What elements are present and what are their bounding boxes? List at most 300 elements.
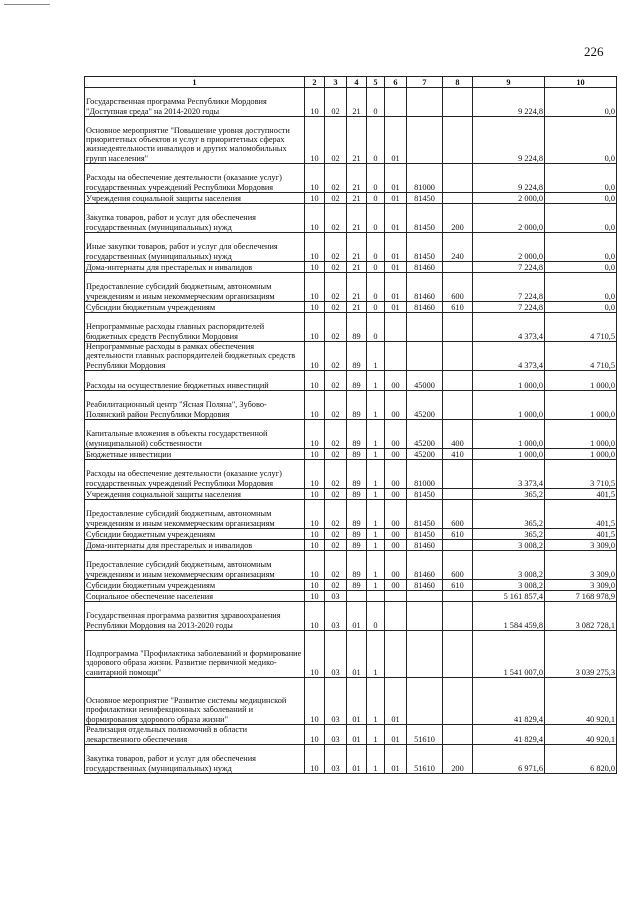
cell-code-cs-2: 1: [367, 725, 385, 745]
cell-amount-year-2: 0,0: [545, 262, 617, 273]
cell-code-vr: 200: [443, 745, 473, 774]
cell-description: Расходы на осуществление бюджетных инвестиций: [85, 371, 305, 391]
cell-code-pr: 02: [325, 460, 347, 489]
cell-code-cs-1: 21: [347, 88, 367, 117]
cell-code-pr: 02: [325, 193, 347, 204]
cell-code-pr: 03: [325, 631, 347, 678]
cell-amount-year-1: 4 373,4: [473, 313, 545, 342]
cell-description: Дома-интернаты для престарелых и инвалидов: [85, 262, 305, 273]
cell-code-vr: [443, 631, 473, 678]
cell-description: Учреждения социальной защиты населения: [85, 489, 305, 500]
table-row: [85, 371, 617, 391]
cell-amount-year-2: 3 309,0: [545, 551, 617, 580]
cell-code-cs-2: 1: [367, 460, 385, 489]
cell-code-cs-4: 81000: [407, 460, 443, 489]
cell-code-rz: 10: [305, 420, 325, 449]
cell-amount-year-1: 3 373,4: [473, 460, 545, 489]
cell-code-vr: 240: [443, 233, 473, 262]
cell-code-cs-4: 81460: [407, 551, 443, 580]
cell-amount-year-1: 3 008,2: [473, 540, 545, 551]
cell-code-pr: 03: [325, 602, 347, 631]
cell-code-vr: 610: [443, 529, 473, 540]
cell-code-rz: 10: [305, 164, 325, 193]
table-row: [85, 420, 617, 449]
cell-description: Непрограммные расходы главных распорядителей бюджетных средств Республики Мордовия: [85, 313, 305, 342]
cell-amount-year-1: 7 224,8: [473, 262, 545, 273]
cell-code-vr: 410: [443, 449, 473, 460]
cell-amount-year-1: 365,2: [473, 529, 545, 540]
cell-amount-year-2: 40 920,1: [545, 725, 617, 745]
column-header-5: 5: [367, 77, 385, 88]
cell-amount-year-2: 3 309,0: [545, 540, 617, 551]
cell-code-cs-3: 00: [385, 551, 407, 580]
cell-code-cs-2: 1: [367, 551, 385, 580]
cell-code-pr: 02: [325, 489, 347, 500]
cell-code-cs-4: 81460: [407, 540, 443, 551]
cell-code-cs-4: 81460: [407, 273, 443, 302]
cell-amount-year-1: 41 829,4: [473, 725, 545, 745]
cell-code-pr: 02: [325, 500, 347, 529]
cell-amount-year-1: 3 008,2: [473, 551, 545, 580]
table-row: [85, 678, 617, 725]
cell-code-rz: 10: [305, 391, 325, 420]
cell-amount-year-2: 0,0: [545, 193, 617, 204]
cell-description: Учреждения социальной защиты населения: [85, 193, 305, 204]
cell-code-cs-4: 81460: [407, 262, 443, 273]
cell-code-vr: [443, 725, 473, 745]
cell-amount-year-2: 0,0: [545, 204, 617, 233]
cell-code-vr: [443, 193, 473, 204]
cell-amount-year-2: 4 710,5: [545, 342, 617, 371]
cell-code-pr: 02: [325, 164, 347, 193]
cell-code-rz: 10: [305, 233, 325, 262]
cell-code-vr: [443, 391, 473, 420]
cell-amount-year-2: 3 309,0: [545, 580, 617, 591]
cell-description: Бюджетные инвестиции: [85, 449, 305, 460]
cell-code-rz: 10: [305, 725, 325, 745]
column-header-8: 8: [443, 77, 473, 88]
cell-code-cs-1: 89: [347, 540, 367, 551]
cell-amount-year-1: 9 224,8: [473, 117, 545, 164]
cell-code-cs-4: [407, 631, 443, 678]
cell-code-cs-3: 01: [385, 262, 407, 273]
cell-code-rz: 10: [305, 551, 325, 580]
column-header-3: 3: [325, 77, 347, 88]
cell-code-vr: [443, 540, 473, 551]
cell-code-cs-3: 01: [385, 164, 407, 193]
cell-code-rz: 10: [305, 460, 325, 489]
cell-description: Капитальные вложения в объекты государственной (муниципальной) собственности: [85, 420, 305, 449]
cell-description: Реабилитационный центр "Ясная Поляна", Зубово-Полянский район Республики Мордовия: [85, 391, 305, 420]
cell-code-cs-1: 89: [347, 371, 367, 391]
cell-code-cs-2: 1: [367, 489, 385, 500]
cell-code-rz: 10: [305, 262, 325, 273]
cell-code-cs-1: 89: [347, 551, 367, 580]
cell-code-rz: 10: [305, 489, 325, 500]
cell-code-cs-2: 1: [367, 540, 385, 551]
cell-code-pr: 03: [325, 678, 347, 725]
cell-description: Субсидии бюджетным учреждениям: [85, 580, 305, 591]
table-row: [85, 233, 617, 262]
table-row: [85, 725, 617, 745]
page-number: 226: [584, 44, 604, 59]
cell-code-cs-4: [407, 342, 443, 371]
cell-description: Субсидии бюджетным учреждениям: [85, 529, 305, 540]
cell-amount-year-1: 7 224,8: [473, 302, 545, 313]
cell-amount-year-2: 0,0: [545, 164, 617, 193]
cell-code-pr: 02: [325, 302, 347, 313]
cell-code-cs-4: 45200: [407, 391, 443, 420]
table-row: [85, 164, 617, 193]
cell-code-vr: [443, 371, 473, 391]
cell-amount-year-2: 401,5: [545, 489, 617, 500]
cell-code-cs-3: [385, 342, 407, 371]
cell-code-cs-2: 1: [367, 420, 385, 449]
cell-code-vr: 200: [443, 204, 473, 233]
cell-amount-year-2: 3 082 728,1: [545, 602, 617, 631]
cell-description: Закупка товаров, работ и услуг для обеспечения государственных (муниципальных) нужд: [85, 204, 305, 233]
cell-code-vr: [443, 313, 473, 342]
cell-amount-year-1: 41 829,4: [473, 678, 545, 725]
cell-description: Предоставление субсидий бюджетным, автономным учреждениям и иным некоммерческим организациям: [85, 500, 305, 529]
cell-code-cs-2: 1: [367, 371, 385, 391]
cell-amount-year-2: 0,0: [545, 117, 617, 164]
cell-code-cs-4: 81000: [407, 164, 443, 193]
cell-amount-year-1: 1 584 459,8: [473, 602, 545, 631]
cell-code-cs-1: 89: [347, 500, 367, 529]
cell-description: Подпрограмма "Профилактика заболеваний и формирование здорового образа жизни. Развитие первичной медико-санитарной помощи": [85, 631, 305, 678]
cell-code-cs-4: [407, 88, 443, 117]
cell-amount-year-1: 9 224,8: [473, 88, 545, 117]
cell-code-cs-1: 21: [347, 204, 367, 233]
cell-code-cs-4: [407, 602, 443, 631]
cell-amount-year-2: 0,0: [545, 273, 617, 302]
cell-amount-year-2: 0,0: [545, 302, 617, 313]
cell-code-vr: [443, 164, 473, 193]
cell-description: Предоставление субсидий бюджетным, автономным учреждениям и иным некоммерческим организациям: [85, 551, 305, 580]
cell-code-cs-2: 1: [367, 391, 385, 420]
cell-code-vr: [443, 342, 473, 371]
cell-code-cs-2: 0: [367, 193, 385, 204]
cell-code-cs-1: 01: [347, 631, 367, 678]
cell-code-rz: 10: [305, 449, 325, 460]
table-row: [85, 460, 617, 489]
cell-amount-year-1: 2 000,0: [473, 204, 545, 233]
cell-description: Основное мероприятие "Развитие системы медицинской профилактики неинфекционных заболеваний и формирования здорового образа жизни": [85, 678, 305, 725]
cell-code-cs-3: 00: [385, 371, 407, 391]
table-header-row: [85, 77, 617, 88]
cell-code-cs-1: 89: [347, 489, 367, 500]
cell-code-cs-2: 1: [367, 631, 385, 678]
cell-code-cs-3: 01: [385, 725, 407, 745]
table-row: [85, 117, 617, 164]
cell-code-cs-4: 81460: [407, 580, 443, 591]
cell-code-cs-1: 89: [347, 580, 367, 591]
cell-code-rz: 10: [305, 273, 325, 302]
table-row: [85, 342, 617, 371]
table-row: [85, 204, 617, 233]
cell-code-cs-1: 21: [347, 273, 367, 302]
cell-code-cs-2: 1: [367, 449, 385, 460]
cell-description: Расходы на обеспечение деятельности (оказание услуг) государственных учреждений Республики Мордовия: [85, 460, 305, 489]
cell-code-cs-1: 21: [347, 233, 367, 262]
column-header-2: 2: [305, 77, 325, 88]
cell-code-cs-2: 0: [367, 302, 385, 313]
cell-amount-year-1: 5 161 857,4: [473, 591, 545, 602]
cell-code-rz: 10: [305, 540, 325, 551]
cell-code-cs-3: 00: [385, 500, 407, 529]
cell-code-cs-3: 00: [385, 580, 407, 591]
cell-code-cs-2: 1: [367, 745, 385, 774]
table-row: [85, 449, 617, 460]
table-row: [85, 489, 617, 500]
cell-code-rz: 10: [305, 117, 325, 164]
cell-code-cs-3: 00: [385, 529, 407, 540]
cell-code-cs-4: 81450: [407, 193, 443, 204]
cell-amount-year-1: 2 000,0: [473, 233, 545, 262]
cell-code-cs-4: 81450: [407, 489, 443, 500]
cell-code-cs-4: 51610: [407, 745, 443, 774]
cell-code-pr: 02: [325, 117, 347, 164]
cell-code-rz: 10: [305, 678, 325, 725]
cell-code-vr: [443, 88, 473, 117]
cell-code-rz: 10: [305, 342, 325, 371]
cell-code-cs-3: 00: [385, 420, 407, 449]
cell-code-cs-1: 89: [347, 529, 367, 540]
cell-amount-year-1: 9 224,8: [473, 164, 545, 193]
cell-code-cs-3: 01: [385, 193, 407, 204]
cell-amount-year-2: 3 039 275,3: [545, 631, 617, 678]
cell-description: Предоставление субсидий бюджетным, автономным учреждениям и иным некоммерческим организациям: [85, 273, 305, 302]
table-row: [85, 745, 617, 774]
cell-amount-year-2: 1 000,0: [545, 371, 617, 391]
cell-code-cs-1: 01: [347, 602, 367, 631]
cell-code-pr: 02: [325, 233, 347, 262]
cell-code-rz: 10: [305, 529, 325, 540]
cell-code-cs-3: 00: [385, 489, 407, 500]
cell-amount-year-1: 1 000,0: [473, 371, 545, 391]
cell-code-vr: 610: [443, 302, 473, 313]
cell-code-cs-2: 0: [367, 313, 385, 342]
cell-code-cs-4: [407, 313, 443, 342]
cell-code-cs-2: [367, 591, 385, 602]
cell-code-vr: [443, 262, 473, 273]
cell-code-cs-1: 01: [347, 745, 367, 774]
table-row: [85, 591, 617, 602]
table-row: [85, 529, 617, 540]
cell-code-cs-2: 0: [367, 204, 385, 233]
cell-amount-year-2: 7 168 978,9: [545, 591, 617, 602]
budget-table: [84, 76, 617, 774]
table-row: [85, 391, 617, 420]
scan-edge-mark: [4, 4, 50, 5]
cell-code-vr: 600: [443, 551, 473, 580]
cell-code-cs-1: 21: [347, 164, 367, 193]
cell-code-cs-1: 89: [347, 460, 367, 489]
table-row: [85, 602, 617, 631]
cell-code-cs-3: [385, 591, 407, 602]
column-header-6: 6: [385, 77, 407, 88]
cell-code-cs-4: 81460: [407, 302, 443, 313]
cell-code-vr: [443, 117, 473, 164]
cell-amount-year-1: 7 224,8: [473, 273, 545, 302]
cell-description: Закупка товаров, работ и услуг для обеспечения государственных (муниципальных) нужд: [85, 745, 305, 774]
cell-code-cs-3: 01: [385, 117, 407, 164]
cell-code-pr: 02: [325, 540, 347, 551]
cell-amount-year-2: 401,5: [545, 500, 617, 529]
cell-code-vr: 400: [443, 420, 473, 449]
cell-code-cs-1: 89: [347, 391, 367, 420]
cell-code-cs-2: 0: [367, 233, 385, 262]
cell-code-cs-1: 21: [347, 193, 367, 204]
cell-code-pr: 03: [325, 591, 347, 602]
cell-code-rz: 10: [305, 602, 325, 631]
cell-code-cs-4: 51610: [407, 725, 443, 745]
cell-amount-year-2: 1 000,0: [545, 420, 617, 449]
cell-code-pr: 02: [325, 262, 347, 273]
cell-code-rz: 10: [305, 580, 325, 591]
cell-code-vr: 600: [443, 500, 473, 529]
cell-code-pr: 02: [325, 342, 347, 371]
cell-code-cs-1: 89: [347, 449, 367, 460]
cell-description: Расходы на обеспечение деятельности (оказание услуг) государственных учреждений Республики Мордовия: [85, 164, 305, 193]
cell-code-cs-2: 0: [367, 602, 385, 631]
cell-amount-year-1: 1 000,0: [473, 449, 545, 460]
cell-description: Основное мероприятие "Повышение уровня доступности приоритетных объектов и услуг в приоритетных сферах жизнедеятельности инвалидов и других маломобильных групп населения": [85, 117, 305, 164]
table-row: [85, 540, 617, 551]
cell-code-cs-3: 01: [385, 233, 407, 262]
column-header-10: 10: [545, 77, 617, 88]
cell-code-vr: 610: [443, 580, 473, 591]
cell-code-cs-3: 00: [385, 391, 407, 420]
cell-description: Непрограммные расходы в рамках обеспечения деятельности главных распорядителей бюджетных средств Республики Мордовия: [85, 342, 305, 371]
cell-code-vr: [443, 678, 473, 725]
cell-code-pr: 02: [325, 204, 347, 233]
cell-code-cs-3: 00: [385, 540, 407, 551]
cell-amount-year-2: 40 920,1: [545, 678, 617, 725]
cell-code-rz: 10: [305, 88, 325, 117]
table-row: [85, 500, 617, 529]
cell-code-cs-3: [385, 313, 407, 342]
cell-code-cs-3: [385, 631, 407, 678]
cell-code-rz: 10: [305, 313, 325, 342]
cell-code-vr: 600: [443, 273, 473, 302]
cell-code-cs-3: 01: [385, 273, 407, 302]
cell-code-cs-2: 1: [367, 580, 385, 591]
cell-code-cs-4: [407, 678, 443, 725]
cell-amount-year-1: 3 008,2: [473, 580, 545, 591]
cell-code-rz: 10: [305, 631, 325, 678]
cell-amount-year-2: 6 820,0: [545, 745, 617, 774]
cell-code-cs-3: 01: [385, 204, 407, 233]
cell-code-cs-3: 00: [385, 449, 407, 460]
cell-code-cs-3: [385, 602, 407, 631]
cell-code-cs-4: 81450: [407, 500, 443, 529]
cell-code-cs-1: 01: [347, 678, 367, 725]
table-row: [85, 273, 617, 302]
cell-code-cs-2: 0: [367, 262, 385, 273]
cell-code-rz: 10: [305, 204, 325, 233]
cell-description: Иные закупки товаров, работ и услуг для обеспечения государственных (муниципальных) нужд: [85, 233, 305, 262]
cell-amount-year-1: 1 000,0: [473, 391, 545, 420]
cell-code-rz: 10: [305, 500, 325, 529]
cell-code-cs-4: 81450: [407, 204, 443, 233]
cell-description: Государственная программа развития здравоохранения Республики Мордовия на 2013-2020 годы: [85, 602, 305, 631]
cell-code-pr: 02: [325, 420, 347, 449]
cell-code-cs-1: 21: [347, 302, 367, 313]
cell-code-cs-1: 89: [347, 313, 367, 342]
cell-amount-year-2: 3 710,5: [545, 460, 617, 489]
table-body: [85, 88, 617, 774]
cell-code-cs-2: 1: [367, 342, 385, 371]
table-row: [85, 580, 617, 591]
cell-code-cs-1: 21: [347, 117, 367, 164]
cell-code-cs-2: 0: [367, 88, 385, 117]
cell-code-cs-2: 1: [367, 529, 385, 540]
cell-code-pr: 02: [325, 551, 347, 580]
cell-code-cs-1: 21: [347, 262, 367, 273]
cell-amount-year-1: 2 000,0: [473, 193, 545, 204]
cell-amount-year-1: 6 971,6: [473, 745, 545, 774]
cell-code-pr: 02: [325, 580, 347, 591]
table-row: [85, 262, 617, 273]
cell-code-cs-1: 89: [347, 420, 367, 449]
cell-code-vr: [443, 591, 473, 602]
cell-code-cs-3: 00: [385, 460, 407, 489]
cell-description: Субсидии бюджетным учреждениям: [85, 302, 305, 313]
cell-description: Социальное обеспечение населения: [85, 591, 305, 602]
cell-code-cs-1: [347, 591, 367, 602]
cell-code-rz: 10: [305, 591, 325, 602]
cell-code-cs-3: 01: [385, 745, 407, 774]
cell-code-rz: 10: [305, 302, 325, 313]
cell-code-cs-3: 01: [385, 302, 407, 313]
cell-code-cs-4: [407, 117, 443, 164]
cell-amount-year-1: 365,2: [473, 489, 545, 500]
column-header-9: 9: [473, 77, 545, 88]
cell-code-cs-3: 01: [385, 678, 407, 725]
cell-amount-year-2: 401,5: [545, 529, 617, 540]
cell-amount-year-1: 4 373,4: [473, 342, 545, 371]
table-row: [85, 631, 617, 678]
cell-code-cs-2: 1: [367, 678, 385, 725]
cell-code-cs-4: [407, 591, 443, 602]
cell-code-pr: 02: [325, 313, 347, 342]
cell-amount-year-1: 1 000,0: [473, 420, 545, 449]
cell-code-cs-2: 1: [367, 500, 385, 529]
cell-code-vr: [443, 460, 473, 489]
cell-code-pr: 02: [325, 529, 347, 540]
table-row: [85, 193, 617, 204]
cell-amount-year-2: 1 000,0: [545, 391, 617, 420]
cell-code-cs-4: 45000: [407, 371, 443, 391]
table-row: [85, 551, 617, 580]
cell-code-cs-4: 81450: [407, 529, 443, 540]
table-row: [85, 302, 617, 313]
cell-description: Реализация отдельных полномочий в области лекарственного обеспечения: [85, 725, 305, 745]
cell-code-cs-2: 0: [367, 164, 385, 193]
column-header-4: 4: [347, 77, 367, 88]
cell-code-cs-2: 0: [367, 273, 385, 302]
cell-code-vr: [443, 602, 473, 631]
cell-amount-year-2: 0,0: [545, 233, 617, 262]
column-header-7: 7: [407, 77, 443, 88]
cell-amount-year-2: 1 000,0: [545, 449, 617, 460]
cell-amount-year-2: 4 710,5: [545, 313, 617, 342]
table-row: [85, 88, 617, 117]
cell-code-cs-3: [385, 88, 407, 117]
cell-code-cs-4: 45200: [407, 449, 443, 460]
